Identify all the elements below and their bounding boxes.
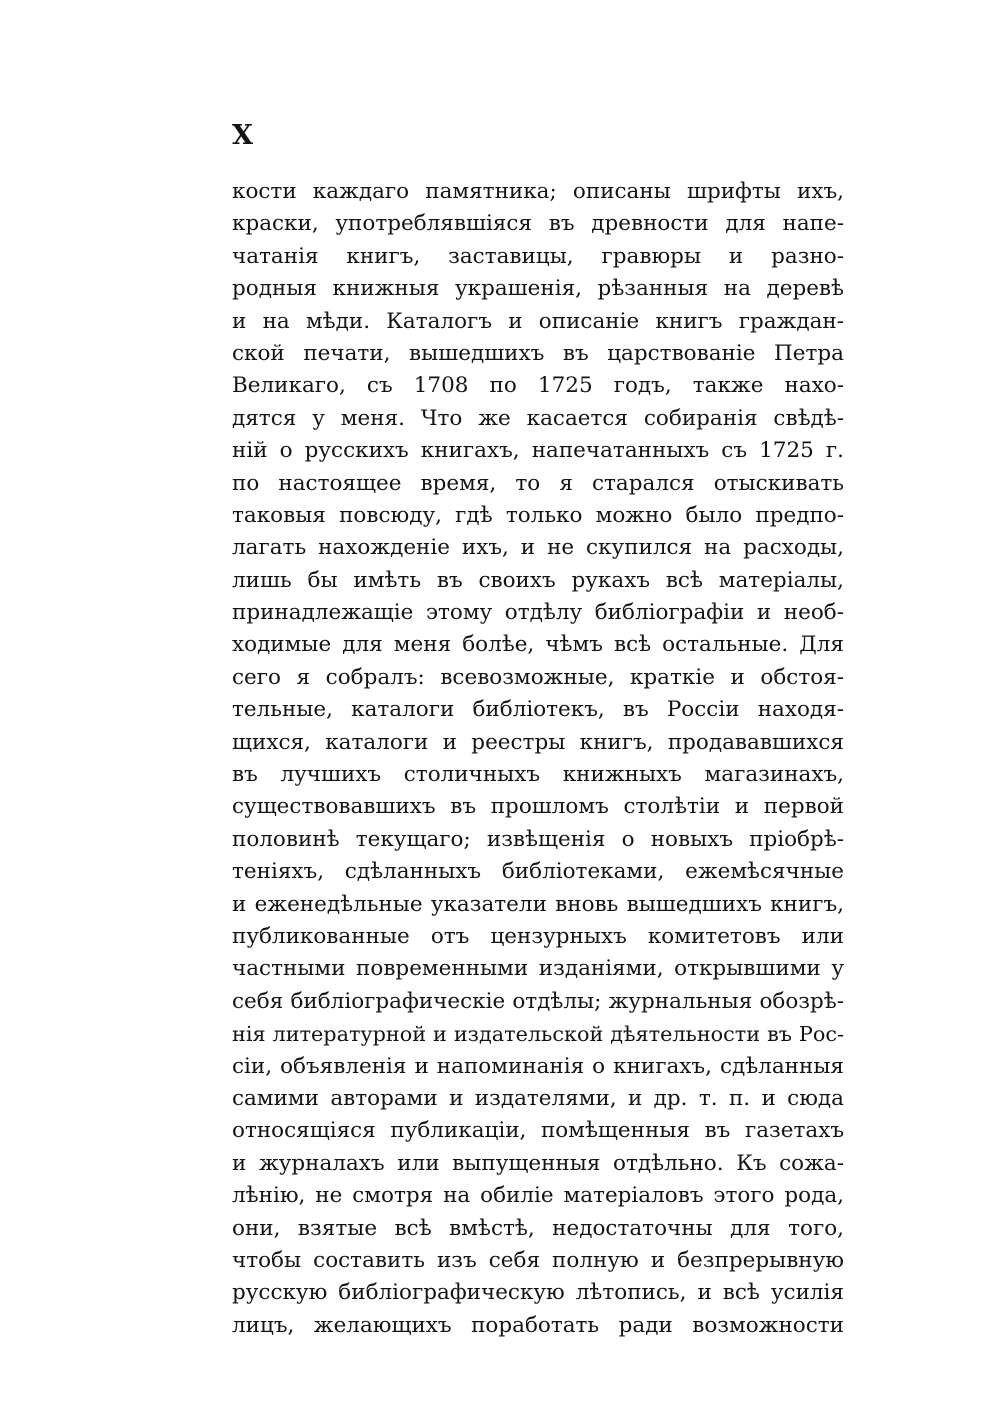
body-text (232, 176, 844, 1342)
text-line: лишь бы имѣть въ своихъ рукахъ всѣ матеріалы, (232, 567, 844, 593)
text-line: лагать нахожденіе ихъ, и не скупился на расходы, (232, 535, 844, 561)
text-line: русскую библіографическую лѣтопись, и всѣ усилія (232, 1280, 844, 1306)
text-line: чатанія книгъ, заставицы, гравюры и разно- (232, 243, 844, 269)
text-line: и на мѣди. Каталогъ и описаніе книгъ граждан- (232, 308, 844, 334)
text-line: кости каждаго памятника; описаны шрифты ихъ, (232, 179, 844, 204)
text-line: въ лучшихъ столичныхъ книжныхъ магазинахъ, (232, 762, 844, 788)
text-line: тельные, каталоги библіотекъ, въ Россіи находя- (232, 697, 844, 723)
text-line: родныя книжныя украшенія, рѣзанныя на деревѣ (232, 276, 844, 302)
text-line: чтобы составить изъ себя полную и безпрерывную (232, 1247, 844, 1273)
text-line: принадлежащіе этому отдѣлу библіографіи и необ- (232, 600, 844, 626)
text-line: ній о русскихъ книгахъ, напечатанныхъ съ 1725 г. (232, 438, 844, 464)
text-line: ской печати, вышедшихъ въ царствованіе Петра (232, 340, 844, 366)
text-line: сего я собралъ: всевозможные, краткіе и обстоя- (232, 664, 844, 690)
text-line: и еженедѣльные указатели вновь вышедшихъ книгъ, (232, 891, 844, 917)
text-line: себя библіографическіе отдѣлы; журнальныя обозрѣ- (232, 988, 844, 1014)
text-line: и журналахъ или выпущенныя отдѣльно. Къ сожа- (232, 1150, 844, 1176)
text-line: частными повременными изданіями, открывшими у (232, 956, 844, 982)
text-line: таковыя повсюду, гдѣ только можно было предпо- (232, 502, 844, 528)
text-line: сіи, объявленія и напоминанія о книгахъ, сдѣланныя (232, 1053, 844, 1079)
page-number: X (232, 120, 254, 151)
text-line: щихся, каталоги и реестры книгъ, продававшихся (232, 729, 844, 755)
text-line: по настоящее время, то я старался отыскивать (232, 470, 844, 496)
text-line: теніяхъ, сдѣланныхъ библіотеками, ежемѣсячные (232, 859, 844, 885)
text-line: нія литературной и издательской дѣятельности въ Рос- (232, 1022, 844, 1047)
text-line: половинѣ текущаго; извѣщенія о новыхъ пріобрѣ- (232, 826, 844, 852)
text-line: дятся у меня. Что же касается собиранія свѣдѣ- (232, 405, 844, 431)
text-line: публикованные отъ цензурныхъ комитетовъ или (232, 923, 844, 949)
text-line: лицъ, желающихъ поработать ради возможности (232, 1312, 844, 1338)
text-line: самими авторами и издателями, и др. т. п. и сюда (232, 1085, 844, 1111)
text-line: лѣнію, не смотря на обиліе матеріаловъ этого рода, (232, 1183, 844, 1209)
text-line: Великаго, съ 1708 по 1725 годъ, также нахо- (232, 373, 844, 399)
text-line: существовавшихъ въ прошломъ столѣтіи и первой (232, 794, 844, 820)
text-line: ходимые для меня болѣе, чѣмъ всѣ остальные. Для (232, 632, 844, 658)
text-line: они, взятые всѣ вмѣстѣ, недостаточны для того, (232, 1215, 844, 1241)
text-line: относящіяся публикаціи, помѣщенныя въ газетахъ (232, 1118, 844, 1144)
text-line: краски, употреблявшіяся въ древности для напе- (232, 211, 844, 237)
